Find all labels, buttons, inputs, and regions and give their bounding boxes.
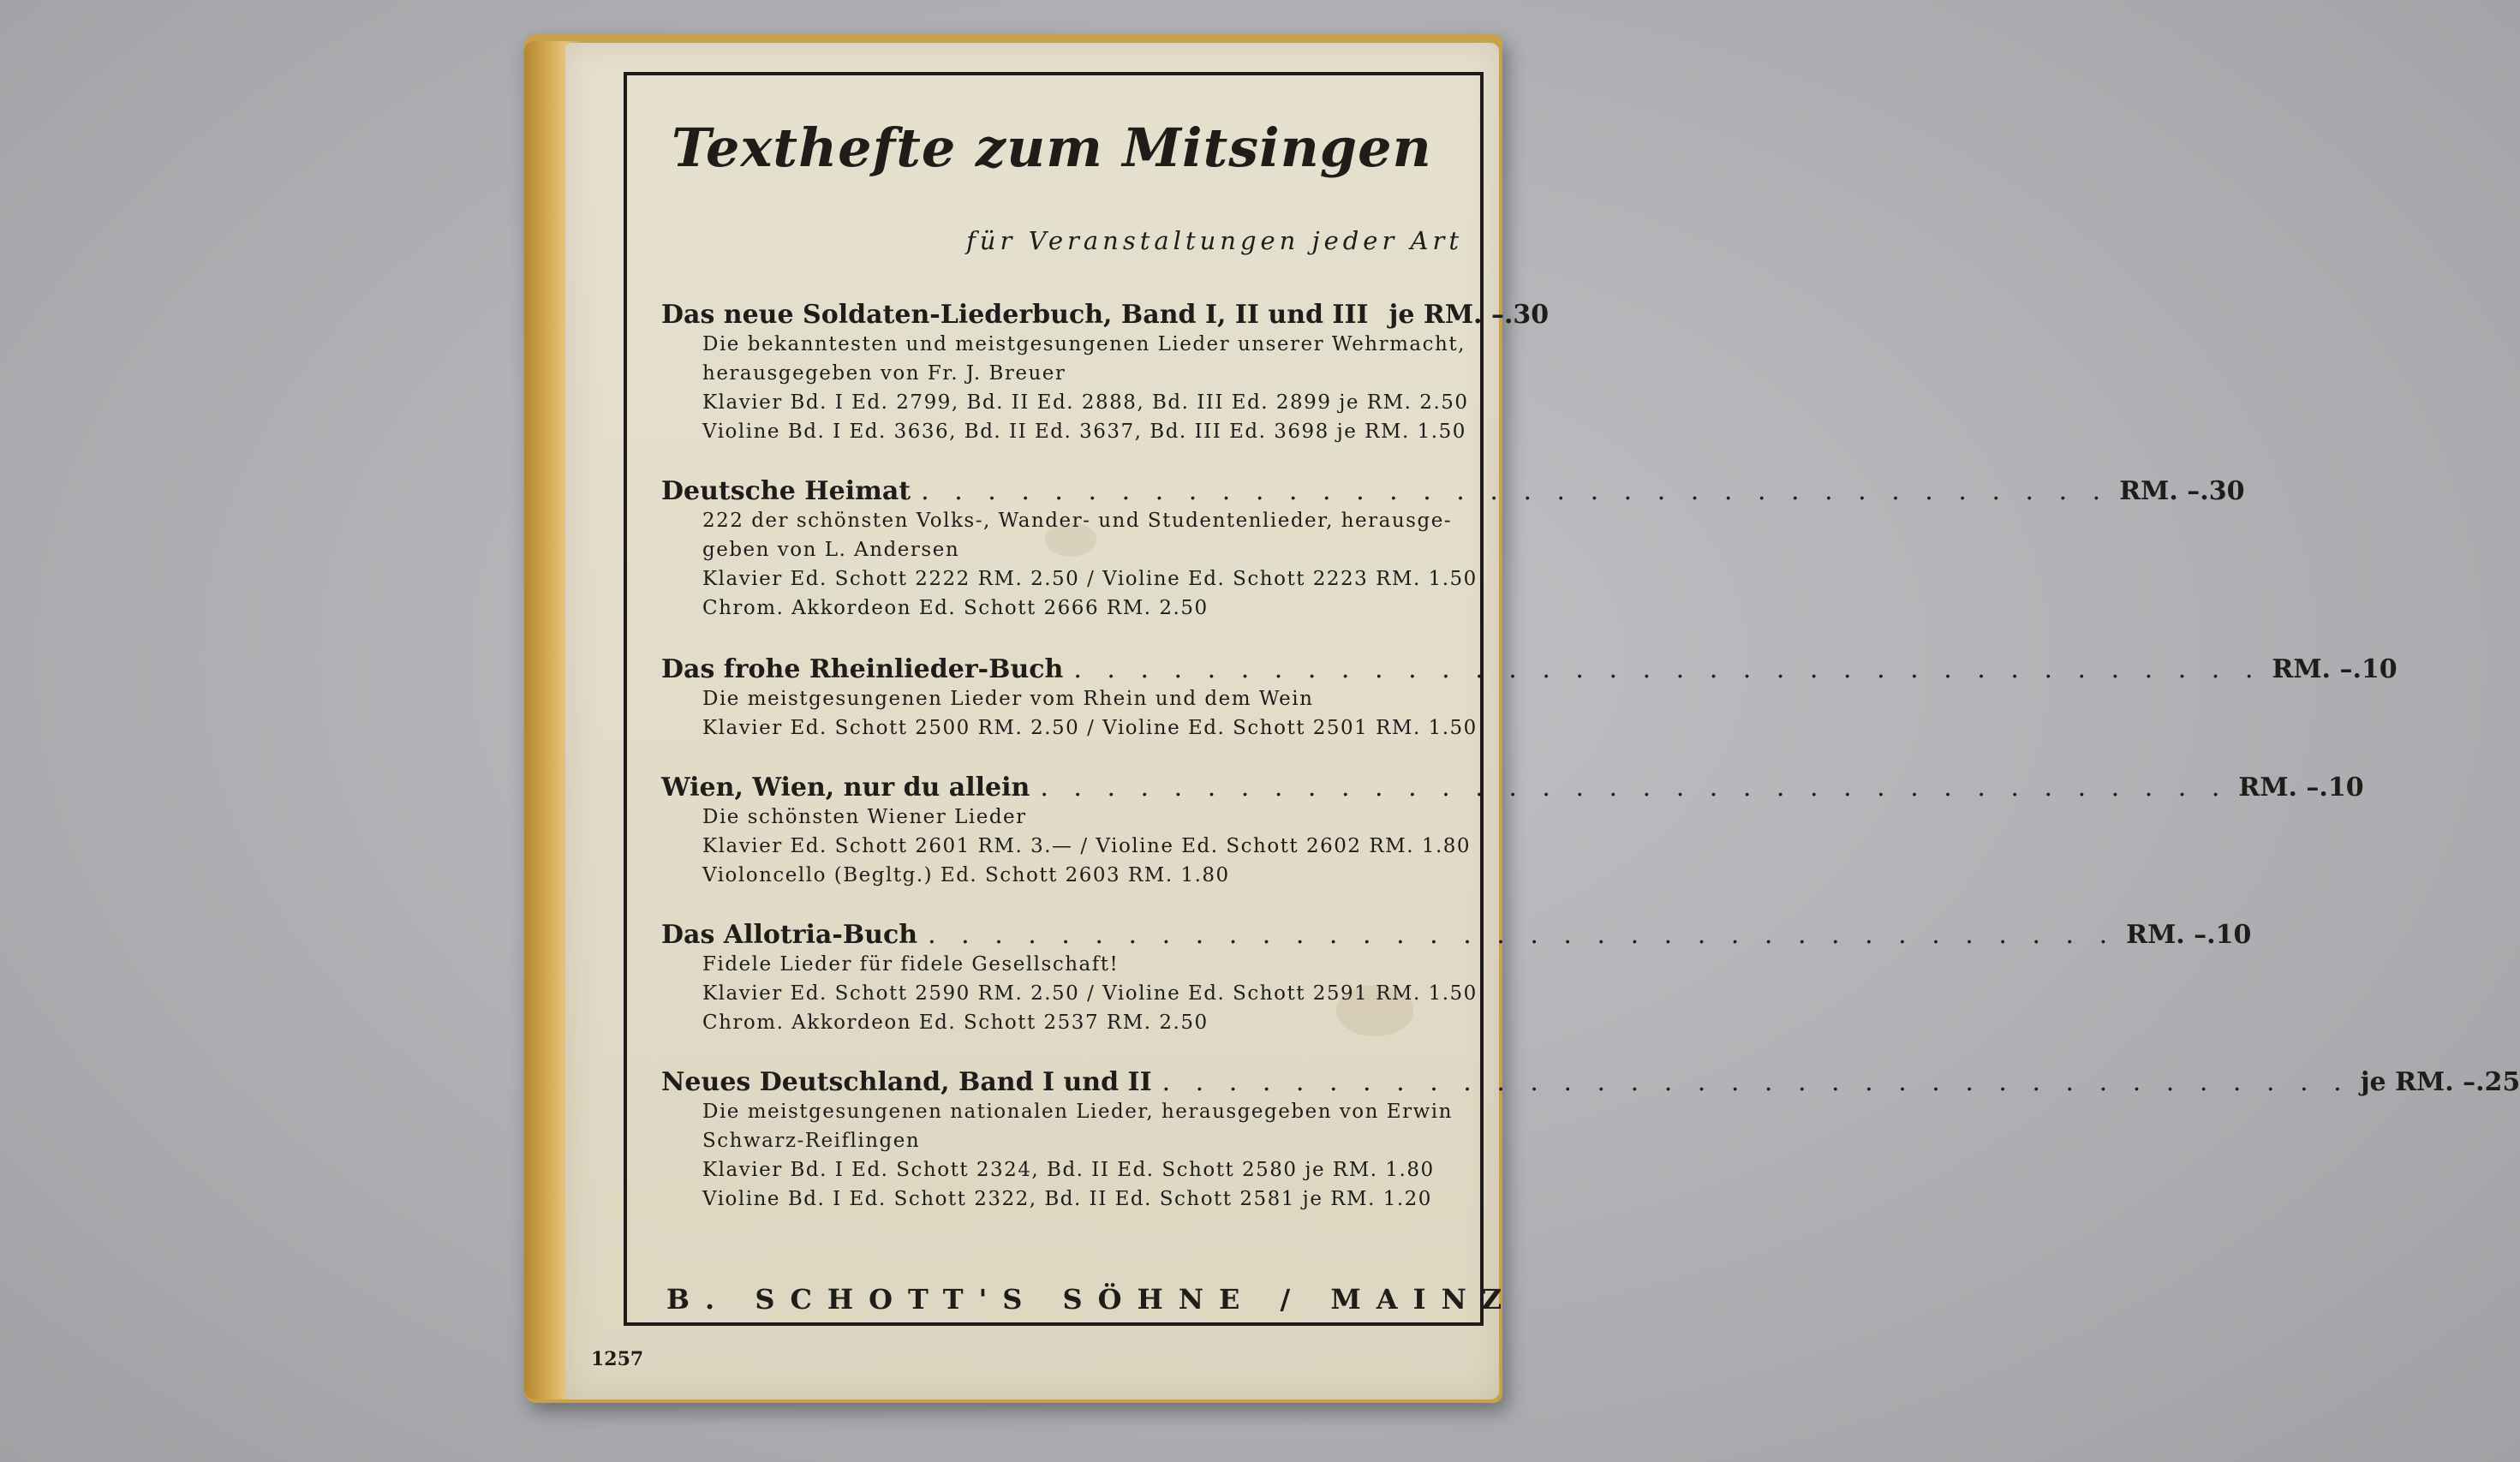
- booklet: [524, 34, 2520, 1403]
- entry-header: [661, 1067, 2520, 1097]
- page-subtitle: für Veranstaltungen jeder Art: [966, 226, 1463, 255]
- entry-description: Fidele Lieder für fidele Gesellschaft!: [702, 953, 1120, 976]
- leader-dots: . . . . . . . . . . . . . . . . . . . . . . . . . . . . . . . . . . . .: [928, 920, 2117, 950]
- entry-description: herausgegeben von Fr. J. Breuer: [702, 362, 1066, 385]
- entry-edition: Klavier Ed. Schott 2222 RM. 2.50 / Violine Ed. Schott 2223 RM. 1.50: [702, 568, 1478, 590]
- entry-edition: Klavier Ed. Schott 2500 RM. 2.50 / Violine Ed. Schott 2501 RM. 1.50: [702, 717, 1478, 739]
- catalog-number: 1257: [591, 1348, 644, 1370]
- entry-edition: Klavier Ed. Schott 2601 RM. 3.— / Violine Ed. Schott 2602 RM. 1.80: [702, 835, 1472, 857]
- entry-title: Deutsche Heimat: [661, 476, 911, 506]
- entry-header: [661, 300, 1550, 330]
- entry-description: Die meistgesungenen Lieder vom Rhein und dem Wein: [702, 688, 1314, 710]
- entry-edition: Chrom. Akkordeon Ed. Schott 2666 RM. 2.50: [702, 597, 1209, 619]
- entry-description: Die schönsten Wiener Lieder: [702, 806, 1027, 828]
- entry-title: Neues Deutschland, Band I und II: [661, 1067, 1152, 1097]
- page-frame: [624, 72, 2520, 1326]
- entry-title: Wien, Wien, nur du allein: [661, 773, 1030, 803]
- entry-title: Das neue Soldaten-Liederbuch, Band I, II und III: [661, 300, 1369, 330]
- entry-price: RM. –.10: [2126, 920, 2252, 950]
- leader-dots: . . . . . . . . . . . . . . . . . . . . . . . . . . . . . . . . . . . .: [1073, 654, 2262, 684]
- entry-header: [661, 654, 2398, 684]
- entry-edition: Violine Bd. I Ed. 3636, Bd. II Ed. 3637, Bd. III Ed. 3698 je RM. 1.50: [702, 421, 1466, 443]
- page-title: Texthefte zum Mitsingen: [672, 116, 1432, 179]
- entry-description: Die meistgesungenen nationalen Lieder, herausgegeben von Erwin: [702, 1101, 1453, 1123]
- entry-edition: Klavier Ed. Schott 2590 RM. 2.50 / Violine Ed. Schott 2591 RM. 1.50: [702, 982, 1478, 1005]
- leader-dots: . . . . . . . . . . . . . . . . . . . . . . . . . . . . . . . . . . . .: [921, 476, 2110, 506]
- entry-price: RM. –.30: [2119, 476, 2245, 506]
- catalog-entry: [661, 654, 2398, 743]
- entry-title: Das frohe Rheinlieder-Buch: [661, 654, 1064, 684]
- entry-title: Das Allotria-Buch: [661, 920, 918, 950]
- leader-dots: . . . . . . . . . . . . . . . . . . . . . . . . . . . . . . . . . . . .: [1040, 773, 2229, 803]
- entry-edition: Klavier Bd. I Ed. Schott 2324, Bd. II Ed. Schott 2580 je RM. 1.80: [702, 1159, 1435, 1181]
- entry-price: RM. –.10: [2238, 773, 2364, 803]
- entry-header: [661, 476, 2245, 506]
- entry-header: [661, 773, 2364, 803]
- entry-edition: Chrom. Akkordeon Ed. Schott 2537 RM. 2.50: [702, 1011, 1209, 1034]
- entry-description: Schwarz-Reiflingen: [702, 1130, 921, 1152]
- catalog-entry: [661, 300, 1550, 446]
- catalog-entry: [661, 1067, 2520, 1214]
- entry-price: je RM. –.30: [1388, 300, 1550, 330]
- catalog-entry: [661, 773, 2364, 890]
- entry-edition: Violine Bd. I Ed. Schott 2322, Bd. II Ed. Schott 2581 je RM. 1.20: [702, 1188, 1432, 1210]
- leader-dots: . . . . . . . . . . . . . . . . . . . . . . . . . . . . . . . . . . . .: [1161, 1067, 2350, 1097]
- entry-header: [661, 920, 2252, 950]
- entry-price: RM. –.10: [2272, 654, 2398, 684]
- entry-price: je RM. –.25: [2360, 1067, 2520, 1097]
- publisher-imprint: B. SCHOTT'S SÖHNE / MAINZ: [666, 1283, 1518, 1316]
- entry-description: Die bekanntesten und meistgesungenen Lieder unserer Wehrmacht,: [702, 333, 1466, 355]
- catalog-entry: [661, 476, 2245, 623]
- catalog-entry: [661, 920, 2252, 1037]
- entry-edition: Violoncello (Begltg.) Ed. Schott 2603 RM. 1.80: [702, 864, 1230, 886]
- entry-description: 222 der schönsten Volks-, Wander- und Studentenlieder, herausge-: [702, 510, 1453, 532]
- entry-description: geben von L. Andersen: [702, 539, 960, 561]
- back-cover: [565, 43, 2520, 1399]
- entry-edition: Klavier Bd. I Ed. 2799, Bd. II Ed. 2888, Bd. III Ed. 2899 je RM. 2.50: [702, 391, 1469, 414]
